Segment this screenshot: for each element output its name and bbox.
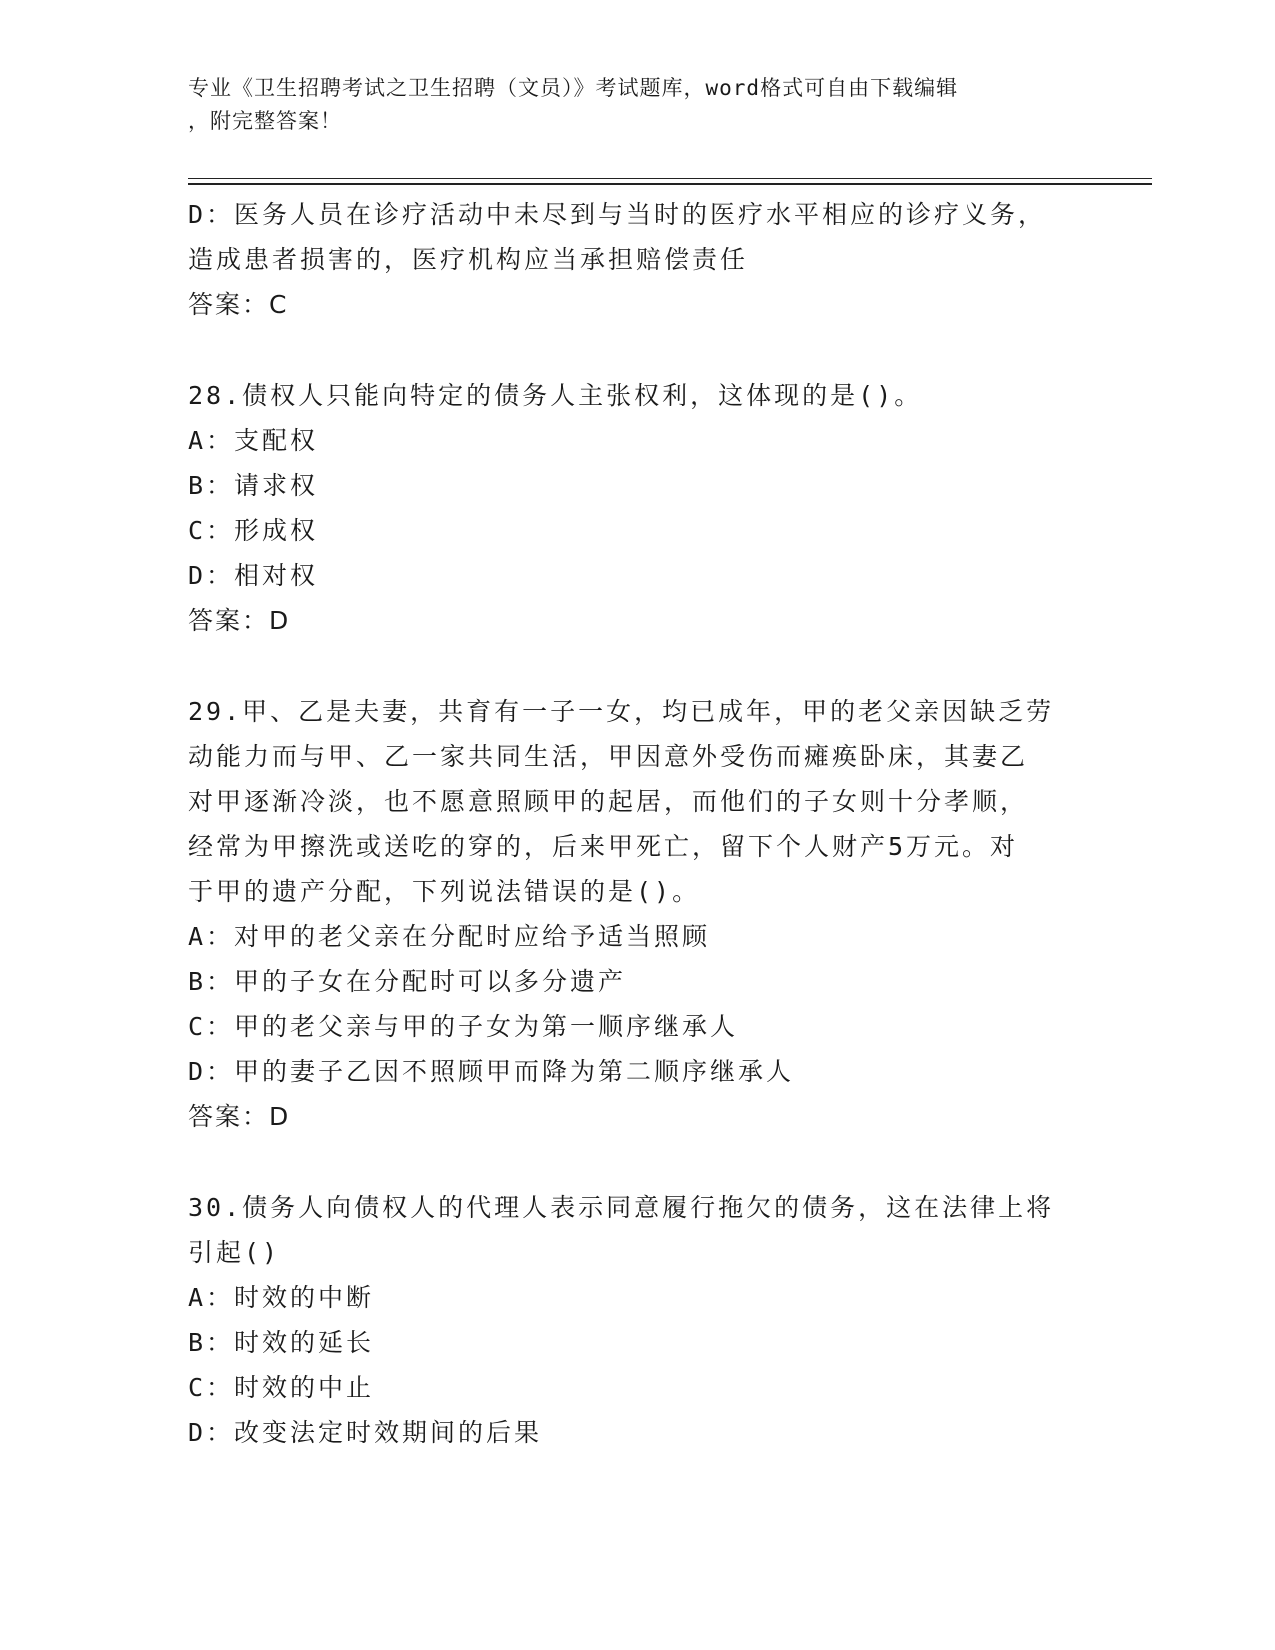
- option-a: A：时效的中断: [188, 1283, 375, 1312]
- option-d: D：甲的妻子乙因不照顾甲而降为第二顺序继承人: [188, 1057, 795, 1086]
- option-b: B：时效的延长: [188, 1328, 375, 1357]
- option-b: B：请求权: [188, 471, 319, 500]
- question-stem-line: 于甲的遗产分配，下列说法错误的是()。: [188, 877, 701, 906]
- option-a: A：支配权: [188, 426, 319, 455]
- question-list: [188, 192, 1088, 1455]
- question-stem-line: 动能力而与甲、乙一家共同生活，甲因意外受伤而瘫痪卧床，其妻乙: [188, 742, 1029, 771]
- option-b: B：甲的子女在分配时可以多分遗产: [188, 967, 627, 996]
- prev-question-tail: [188, 192, 1088, 327]
- option-a: A：对甲的老父亲在分配时应给予适当照顾: [188, 922, 711, 951]
- question-stem: 28.债权人只能向特定的债务人主张权利，这体现的是()。: [188, 381, 923, 410]
- question-stem-line: 经常为甲擦洗或送吃的穿的，后来甲死亡，留下个人财产5万元。对: [188, 832, 1019, 861]
- question-stem-line: 引起(): [188, 1238, 281, 1267]
- answer-label: 答案：C: [188, 290, 289, 319]
- header-rule-thick: [188, 183, 1152, 185]
- question-stem-line: 29.甲、乙是夫妻，共育有一子一女，均已成年，甲的老父亲因缺乏劳: [188, 697, 1055, 726]
- option-d: D：改变法定时效期间的后果: [188, 1418, 543, 1447]
- option-d: D：医务人员在诊疗活动中未尽到与当时的医疗水平相应的诊疗义务，: [188, 200, 1047, 229]
- option-c: C：形成权: [188, 516, 319, 545]
- option-d-continued: 造成患者损害的，医疗机构应当承担赔偿责任: [188, 245, 749, 274]
- document-header: [188, 72, 1068, 138]
- spacer: [188, 643, 1088, 689]
- question-stem-line: 30.债务人向债权人的代理人表示同意履行拖欠的债务，这在法律上将: [188, 1193, 1055, 1222]
- option-c: C：时效的中止: [188, 1373, 375, 1402]
- option-c: C：甲的老父亲与甲的子女为第一顺序继承人: [188, 1012, 739, 1041]
- question-29: [188, 689, 1088, 1139]
- header-line-1: 专业《卫生招聘考试之卫生招聘（文员）》考试题库，word格式可自由下载编辑: [188, 76, 959, 100]
- answer-label: 答案：D: [188, 606, 291, 635]
- question-28: [188, 373, 1088, 643]
- spacer: [188, 1139, 1088, 1185]
- header-line-2: ，附完整答案！: [188, 109, 342, 133]
- question-30: [188, 1185, 1088, 1455]
- header-rule-thin: [188, 178, 1152, 179]
- answer-label: 答案：D: [188, 1102, 291, 1131]
- spacer: [188, 327, 1088, 373]
- question-stem-line: 对甲逐渐冷淡，也不愿意照顾甲的起居，而他们的子女则十分孝顺，: [188, 787, 1029, 816]
- option-d: D：相对权: [188, 561, 319, 590]
